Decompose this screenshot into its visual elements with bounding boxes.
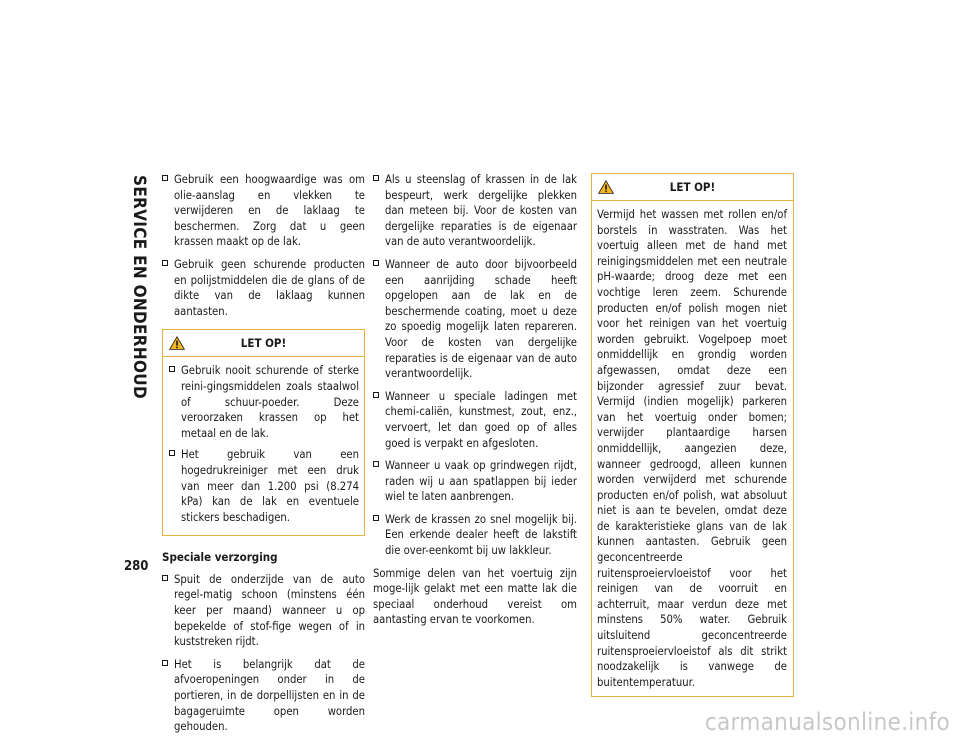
square-bullet-icon bbox=[169, 450, 175, 456]
warning-header bbox=[163, 330, 364, 357]
square-bullet-icon bbox=[373, 461, 379, 467]
warning-title: LET OP! bbox=[240, 336, 287, 351]
warning-header bbox=[592, 174, 793, 201]
warning-box bbox=[162, 329, 365, 536]
square-bullet-icon bbox=[162, 175, 168, 181]
subheading: Speciale verzorging bbox=[162, 550, 278, 565]
warning-triangle-icon bbox=[169, 336, 185, 350]
list-item: Werk de krassen zo snel mogelijk bij. Een erkende dealer heeft de lakstift die over-eenkomt bij uw lakkleur. bbox=[373, 512, 577, 559]
square-bullet-icon bbox=[169, 366, 175, 372]
page-number: 280 bbox=[124, 559, 149, 574]
list-item: Gebruik geen schurende producten en polijstmiddelen die de glans of de dikte van de laklaag kunnen aantasten. bbox=[162, 257, 365, 319]
list-item: Wanneer u vaak op grindwegen rijdt, raden wij u aan spatlappen bij ieder wiel te laten aanbrengen. bbox=[373, 458, 577, 505]
list-item: Wanneer u speciale ladingen met chemi-caliën, kunstmest, zout, enz., vervoert, let dan goed op of alles goed is verpakt en afgesloten. bbox=[373, 389, 577, 451]
bullet-list bbox=[162, 572, 365, 735]
square-bullet-icon bbox=[162, 660, 168, 666]
section-title bbox=[123, 175, 147, 555]
square-bullet-icon bbox=[373, 175, 379, 181]
body-paragraph: Sommige delen van het voertuig zijn moge-lijk gelakt met een matte lak die speciaal onderhoud vereist om aantasting ervan te voorkomen. bbox=[373, 566, 577, 627]
square-bullet-icon bbox=[373, 515, 379, 521]
bullet-list bbox=[169, 363, 359, 525]
column-3 bbox=[591, 173, 794, 705]
section-title-text: SERVICE EN ONDERHOUD bbox=[129, 175, 149, 399]
warning-body: Vermijd het wassen met rollen en/of borstels in wasstraten. Was het voertuig alleen met de hand met reinigingsmiddelen met een neutrale pH-waarde; droog deze met een vochtige leren zeem. Schurende producten en/of polish mogen niet voor het reinigen van het voertuig worden gebruikt. Vogelpoep moet onmiddellijk en grondig worden afgewassen, omdat deze een bijzonder agressief zuur bevat. Vermijd (indien mogelijk) parkeren van het voertuig onder bomen; verwijder plantaardige harsen onmiddellijk, aangezien deze, wanneer gedroogd, alleen kunnen worden verwijderd met schurende producten en/of polish, wat absoluut niet is aan te bevelen, omdat deze de karakteristieke glans van de lak kunnen aantasten. Gebruik geen geconcentreerde ruitensproeiervloeistof voor het reinigen van de voorruit en achterruit, maar verdun deze met minstens 50% water. Gebruik uitsluitend geconcentreerde ruitensproeiervloeistof als dit strikt noodzakelijk is vanwege de buitentemperatuur. bbox=[597, 208, 787, 689]
list-item: Als u steenslag of krassen in de lak bespeurt, werk dergelijke plekken dan meteen bij. Voor de kosten van dergelijke reparaties is de eigenaar van de auto verantwoordelijk. bbox=[373, 172, 577, 250]
warning-body bbox=[163, 357, 364, 535]
warning-triangle-icon bbox=[598, 180, 614, 194]
square-bullet-icon bbox=[373, 392, 379, 398]
column-2 bbox=[373, 172, 577, 628]
square-bullet-icon bbox=[162, 575, 168, 581]
list-item: Het gebruik van een hogedrukreiniger met een druk van meer dan 1.200 psi (8.274 kPa) kan de lak en eventuele stickers beschadigen. bbox=[169, 447, 359, 525]
list-item: Gebruik nooit schurende of sterke reini-gingsmiddelen zoals staalwol of schuur-poeder. Deze veroorzaken krassen op het metaal en de lak. bbox=[169, 363, 359, 441]
list-item: Gebruik een hoogwaardige was om olie-aanslag en vlekken te verwijderen en de laklaag te beschermen. Zorg dat u geen krassen maakt op de lak. bbox=[162, 172, 365, 250]
square-bullet-icon bbox=[373, 260, 379, 266]
list-item: Spuit de onderzijde van de auto regel-matig schoon (minstens één keer per maand) wanneer u op bepekelde of stof-fige wegen of in kuststreken rijdt. bbox=[162, 572, 365, 650]
list-item: Het is belangrijk dat de afvoeropeningen onder in de portieren, in de dorpellijsten en in de bagageruimte open worden gehouden. bbox=[162, 657, 365, 735]
watermark: carmanualsonline.info bbox=[704, 708, 950, 736]
warning-box bbox=[591, 173, 794, 697]
square-bullet-icon bbox=[162, 260, 168, 266]
bullet-list bbox=[373, 172, 577, 559]
column-1 bbox=[162, 172, 365, 742]
bullet-list bbox=[162, 172, 365, 319]
list-item: Wanneer de auto door bijvoorbeeld een aanrijding schade heeft opgelopen aan de lak en de beschermende coating, moet u deze zo spoedig mogelijk laten repareren. Voor de kosten van dergelijke reparaties is de eigenaar van de auto verantwoordelijk. bbox=[373, 257, 577, 382]
warning-title: LET OP! bbox=[669, 180, 716, 194]
